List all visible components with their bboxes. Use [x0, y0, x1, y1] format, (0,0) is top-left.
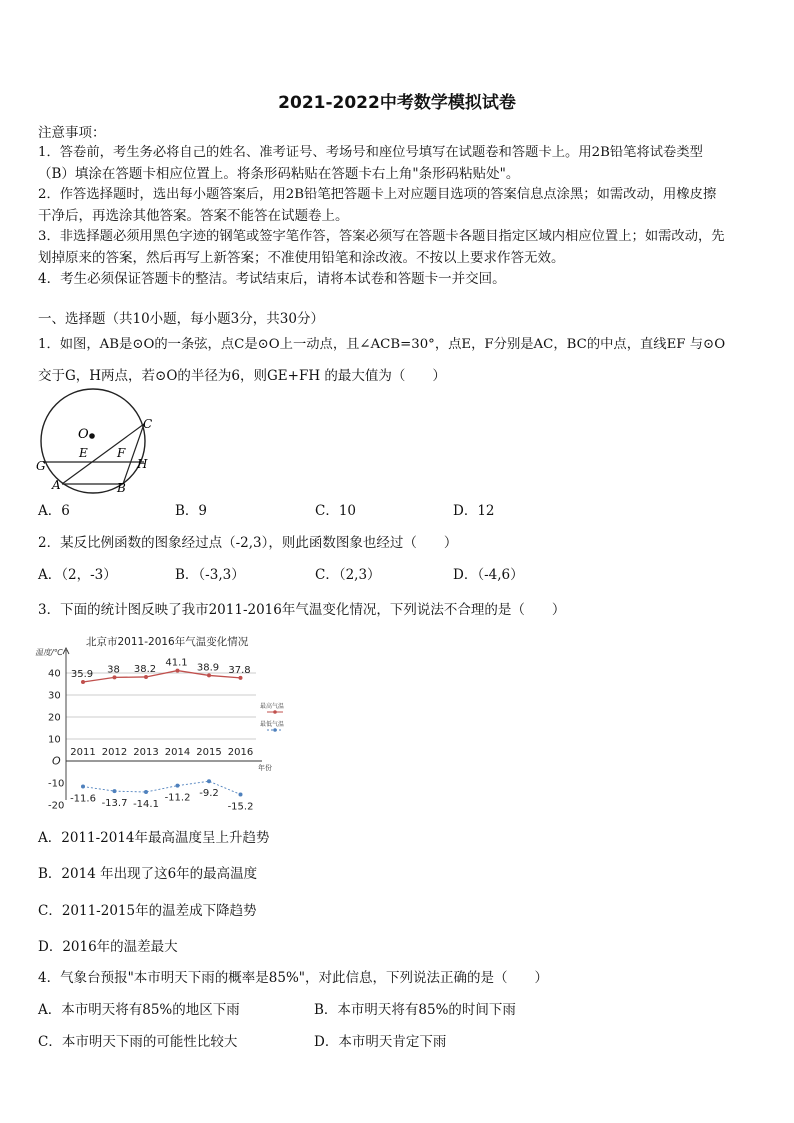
data-label-1: -11.6 — [70, 793, 96, 805]
q1-text-line2: 交于G，H两点，若⊙O的半径为6，则GE+FH 的最大值为（ ） — [38, 368, 446, 384]
data-label-1: -9.2 — [199, 788, 219, 800]
q1-circle-figure — [32, 384, 162, 496]
notice-line-5: 3．非选择题必须用黑色字迹的钢笔或签字笔作答，答案必须写在答题卡各题目指定区域内相应位置上；如需改动，先 — [38, 229, 725, 244]
q2-option-a: A．（2，-3） — [38, 567, 117, 583]
chart-title: 北京市2011-2016年气温变化情况 — [86, 636, 249, 648]
series-point-0 — [239, 676, 243, 680]
legend-label-1: 最低气温 — [260, 721, 285, 728]
notice-line-2: （B）填涂在答题卡相应位置上。将条形码粘贴在答题卡右上角"条形码粘贴处"。 — [38, 166, 520, 182]
center-point — [89, 433, 95, 439]
legend-marker-1 — [273, 728, 277, 732]
q4-option-d: D．本市明天肯定下雨 — [314, 1034, 447, 1050]
q3-option-d: D．2016年的温差最大 — [38, 939, 178, 955]
q3-option-b: B．2014 年出现了这6年的最高温度 — [38, 866, 258, 882]
y-tick-label: 10 — [48, 734, 61, 746]
label-g: G — [36, 459, 46, 473]
q4-text: 4．气象台预报"本市明天下雨的概率是85%"，对此信息，下列说法正确的是（ ） — [38, 970, 549, 986]
series-point-0 — [113, 675, 117, 679]
q2-option-b: B．（-3,3） — [175, 567, 245, 583]
q2-option-d: D．（-4,6） — [453, 567, 524, 583]
notice-line-4: 干净后，再选涂其他答案。答案不能答在试题卷上。 — [38, 208, 349, 224]
data-label-0: 37.8 — [228, 664, 251, 676]
data-label-0: 38 — [107, 664, 120, 676]
q3-text: 3．下面的统计图反映了我市2011-2016年气温变化情况，下列说法不合理的是（ ） — [38, 602, 566, 618]
label-e: E — [79, 446, 88, 460]
series-point-0 — [81, 680, 85, 684]
y-tick-label: -20 — [48, 800, 65, 812]
chord-bc — [123, 424, 144, 484]
temperature-chart — [34, 628, 285, 813]
legend-marker-0 — [273, 710, 277, 714]
y-tick-label: -10 — [48, 778, 65, 790]
series-point-1 — [239, 792, 243, 796]
q1-option-b: B．9 — [175, 503, 208, 519]
series-point-0 — [207, 673, 211, 677]
q1-option-a: A．6 — [38, 503, 70, 519]
q3-option-c: C．2011-2015年的温差成下降趋势 — [38, 903, 257, 919]
series-point-0 — [144, 675, 148, 679]
data-label-0: 35.9 — [70, 669, 94, 681]
label-f: F — [117, 446, 126, 460]
series-point-1 — [176, 784, 180, 788]
q4-option-a: A．本市明天将有85%的地区下雨 — [38, 1002, 240, 1018]
data-label-1: -13.7 — [101, 798, 128, 810]
x-tick-label: 2016 — [227, 747, 254, 758]
label-c: C — [143, 417, 153, 431]
y-tick-label: O — [52, 754, 61, 768]
data-label-0: 38.9 — [196, 662, 220, 674]
q1-text-line1: 1．如图，AB是⊙O的一条弦，点C是⊙O上一动点，且∠ACB=30°，点E，F分别是AC，BC的中点，直线EF 与⊙O — [38, 337, 726, 352]
data-label-1: -14.1 — [133, 799, 159, 811]
section-heading: 一、选择题（共10小题，每小题3分，共30分） — [38, 311, 324, 327]
series-point-1 — [113, 789, 117, 793]
notice-line-6: 划掉原来的答案，然后再写上新答案；不准使用铅笔和涂改液。不按以上要求作答无效。 — [38, 250, 565, 266]
q2-text: 2．某反比例函数的图象经过点（-2,3），则此函数图象也经过（ ） — [38, 535, 458, 551]
notice-line-1: 1．答卷前，考生务必将自己的姓名、准考证号、考场号和座位号填写在试题卷和答题卡上。用2B铅笔将试卷类型 — [38, 145, 703, 160]
q2-option-c: C．（2,3） — [315, 567, 381, 583]
x-tick-label: 2014 — [164, 747, 191, 758]
series-point-1 — [207, 779, 211, 783]
data-label-0: 41.1 — [165, 657, 188, 669]
q1-option-d: D．12 — [453, 503, 495, 519]
series-point-1 — [81, 785, 85, 789]
legend-label-0: 最高气温 — [260, 703, 285, 710]
q4-option-b: B．本市明天将有85%的时间下雨 — [314, 1002, 516, 1018]
chart-xlabel: 年份 — [258, 764, 272, 772]
q3-option-a: A．2011-2014年最高温度呈上升趋势 — [38, 830, 270, 846]
label-h: H — [137, 457, 148, 471]
q4-option-c: C．本市明天下雨的可能性比较大 — [38, 1034, 238, 1050]
x-tick-label: 2013 — [133, 747, 159, 758]
y-tick-label: 20 — [48, 712, 61, 724]
q1-option-c: C．10 — [315, 503, 357, 519]
x-tick-label: 2012 — [101, 747, 128, 758]
data-label-1: -11.2 — [164, 792, 191, 804]
x-tick-label: 2015 — [196, 747, 222, 758]
exam-title: 2021-2022中考数学模拟试卷 — [278, 93, 516, 113]
notice-line-3: 2．作答选择题时，选出每小题答案后，用2B铅笔把答题卡上对应题目选项的答案信息点涂黑；如需改动，用橡皮擦 — [38, 187, 717, 202]
chart-ylabel: 温度/℃ — [35, 648, 63, 657]
series-point-0 — [176, 669, 180, 673]
notice-line-7: 4．考生必须保证答题卡的整洁。考试结束后，请将本试卷和答题卡一并交回。 — [38, 271, 506, 287]
notice-heading: 注意事项： — [38, 125, 106, 141]
label-a: A — [52, 478, 61, 492]
x-tick-label: 2011 — [70, 747, 96, 758]
data-label-0: 38.2 — [133, 663, 157, 675]
series-point-1 — [144, 790, 148, 794]
data-label-1: -15.2 — [227, 801, 254, 813]
label-b: B — [117, 481, 126, 495]
y-tick-label: 30 — [48, 690, 61, 702]
label-o: O — [78, 427, 89, 442]
y-tick-label: 40 — [48, 668, 61, 680]
